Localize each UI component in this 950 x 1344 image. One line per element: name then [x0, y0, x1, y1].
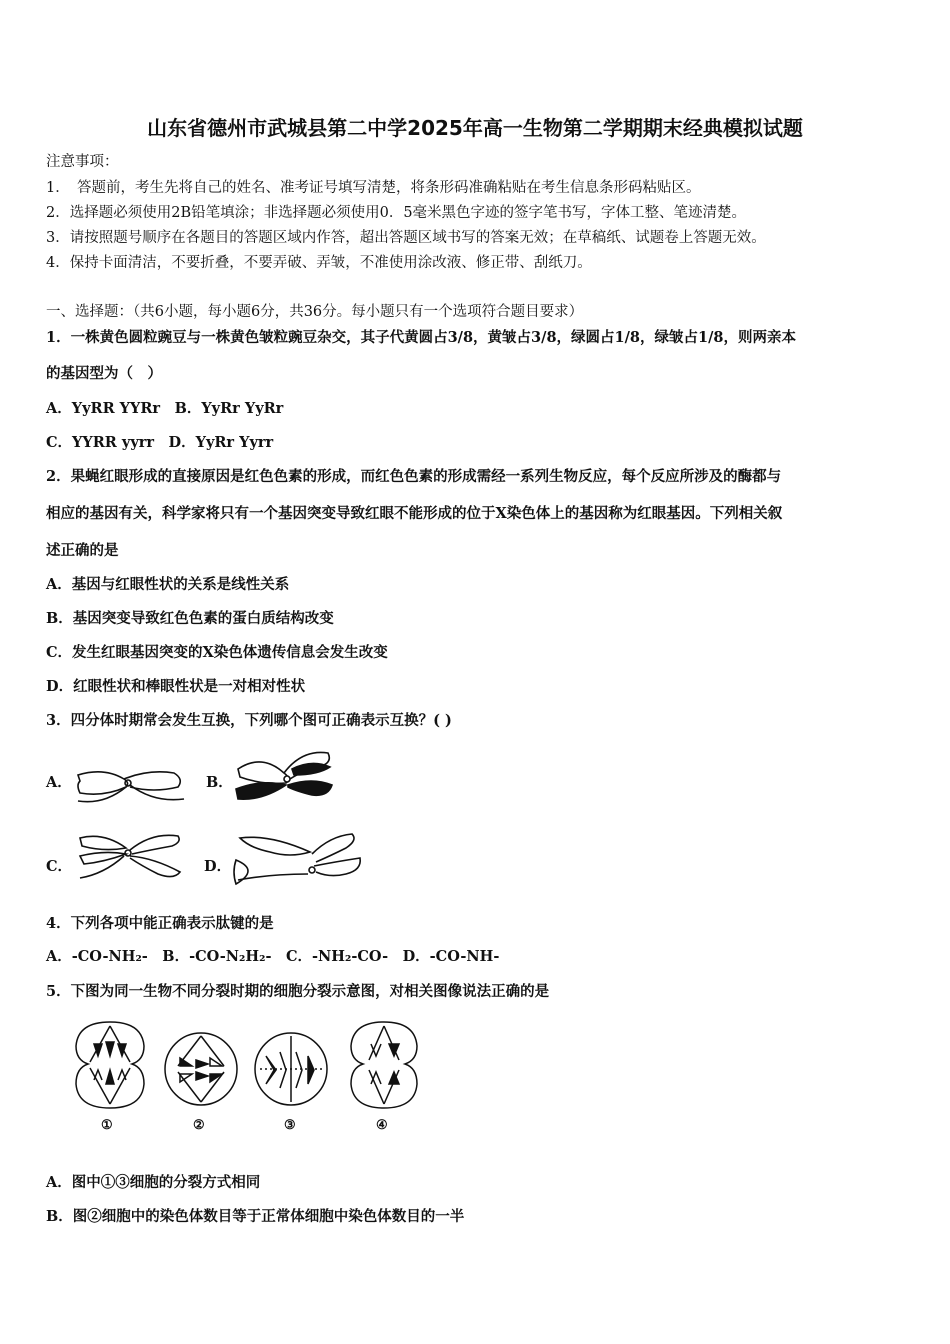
q3-label-b: B． — [206, 774, 233, 791]
q2-stem-line1: 2．果蝇红眼形成的直接原因是红色色素的形成，而红色色素的形成需经一系列生物反应，每个反应所涉及的酶都与 — [46, 468, 782, 485]
q1-stem-line1: 1．一株黄色圆粒豌豆与一株黄色皱粒豌豆杂交，其子代黄圆占3/8，黄皱占3/8，绿圆占1/8，绿皱占1/8，则两亲本 — [46, 329, 796, 346]
q5-cell-2-label: ② — [193, 1118, 205, 1133]
q3-figure-b — [232, 745, 337, 807]
q3-figure-d — [230, 830, 365, 888]
q5-cell-3-label: ③ — [284, 1118, 296, 1133]
q5-cell-3 — [252, 1030, 330, 1108]
q2-option-d: D．红眼性状和棒眼性状是一对相对性状 — [46, 678, 306, 695]
q5-option-a: A．图中①③细胞的分裂方式相同 — [46, 1174, 261, 1191]
q2-option-a: A．基因与红眼性状的关系是线性关系 — [46, 576, 290, 593]
q3-stem: 3．四分体时期常会发生互换，下列哪个图可正确表示互换？( ) — [46, 712, 452, 729]
q4-options: A．-CO-NH₂- B．-CO-N₂H₂- C．-NH₂-CO- D．-CO-NH- — [46, 948, 500, 965]
q3-label-c: C． — [46, 858, 73, 875]
q5-cell-1-label: ① — [101, 1118, 113, 1133]
q1-stem-line2: 的基因型为（ ） — [46, 365, 162, 382]
q2-stem-line2: 相应的基因有关，科学家将只有一个基因突变导致红眼不能形成的位于X染色体上的基因称为红眼基因。下列相关叙 — [46, 505, 783, 522]
q3-label-a: A． — [46, 774, 72, 791]
q5-stem: 5．下图为同一生物不同分裂时期的细胞分裂示意图，对相关图像说法正确的是 — [46, 983, 550, 1000]
q3-figure-a — [74, 765, 189, 810]
notice-item: 1． 答题前，考生先将自己的姓名、准考证号填写清楚，将条形码准确粘贴在考生信息条形码粘贴区。 — [46, 180, 701, 196]
page-title: 山东省德州市武城县第二中学2025年高一生物第二学期期末经典模拟试题 — [147, 116, 803, 140]
q2-option-b: B．基因突变导致红色色素的蛋白质结构改变 — [46, 610, 334, 627]
q2-option-c: C．发生红眼基因突变的X染色体遗传信息会发生改变 — [46, 644, 388, 661]
q3-figure-c — [74, 828, 189, 886]
q1-options-ab: A．YyRR YYRr B．YyRr YyRr — [46, 400, 284, 417]
section-heading: 一、选择题：（共6小题，每小题6分，共36分。每小题只有一个选项符合题目要求） — [46, 304, 584, 320]
q5-option-b: B．图②细胞中的染色体数目等于正常体细胞中染色体数目的一半 — [46, 1208, 465, 1225]
q4-stem: 4．下列各项中能正确表示肽键的是 — [46, 915, 274, 932]
q3-label-d: D． — [204, 858, 232, 875]
notice-item: 3．请按照题号顺序在各题目的答题区域内作答，超出答题区域书写的答案无效；在草稿纸、试题卷上答题无效。 — [46, 230, 766, 246]
notice-item: 4．保持卡面清洁，不要折叠，不要弄破、弄皱，不准使用涂改液、修正带、刮纸刀。 — [46, 255, 592, 271]
notice-item: 2．选择题必须使用2B铅笔填涂；非选择题必须使用0．5毫米黑色字迹的签字笔书写，字体工整、笔迹清楚。 — [46, 205, 747, 221]
q2-stem-line3: 述正确的是 — [46, 542, 119, 559]
q5-cell-4-label: ④ — [376, 1118, 388, 1133]
q5-cell-1 — [70, 1018, 150, 1110]
q5-cell-4 — [345, 1018, 423, 1110]
q5-cell-2 — [162, 1030, 240, 1108]
notice-heading: 注意事项： — [46, 154, 119, 170]
q1-options-cd: C．YYRR yyrr D．YyRr Yyrr — [46, 434, 274, 451]
